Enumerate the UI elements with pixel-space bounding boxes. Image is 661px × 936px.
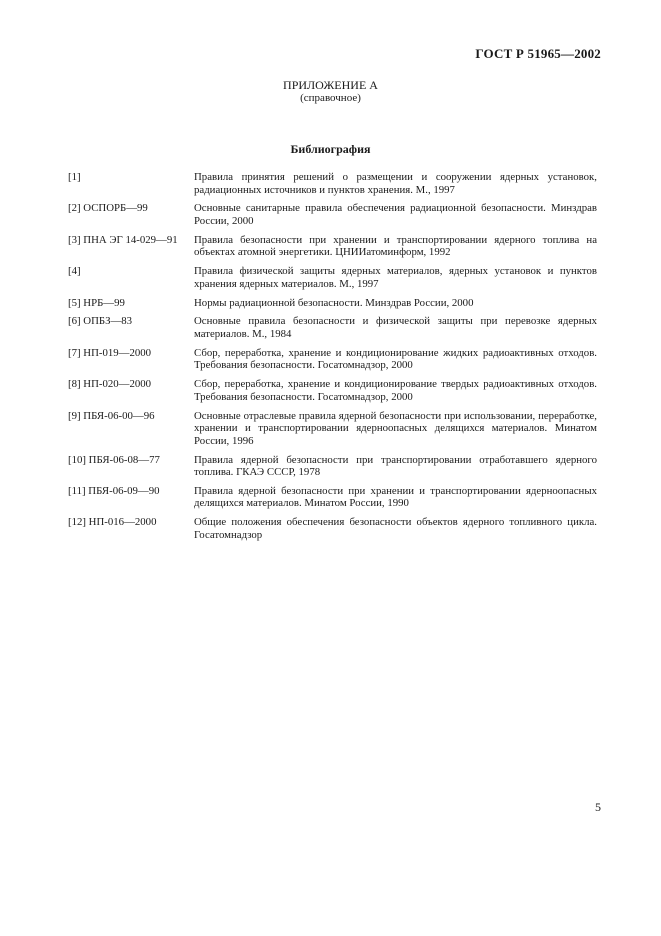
entry-reference: [12] НП-016—2000 <box>68 516 157 529</box>
entry-reference: [4] <box>68 265 81 278</box>
bibliography-entry <box>68 378 597 403</box>
entry-text: Правила принятия решений о размещении и сооружении ядерных установок, радиационных источников и пунктов хранения. М., 1997 <box>194 171 597 196</box>
bibliography-entry <box>68 347 597 372</box>
bibliography-entry <box>68 234 597 259</box>
bibliography-entry <box>68 516 597 541</box>
entry-text: Правила ядерной безопасности при хранении и транспортировании ядерноопасных делящихся материалов. Минатом России, 1990 <box>194 484 597 510</box>
entry-text: Правила ядерной безопасности при транспортировании отработавшего ядерного топлива. ГКАЭ СССР, 1978 <box>194 453 597 479</box>
entry-reference: [8] НП-020—2000 <box>68 378 152 391</box>
entry-reference: [11] ПБЯ-06-09—90 <box>68 484 160 497</box>
bibliography-title: Библиография <box>290 142 371 156</box>
bibliography-entry <box>68 202 597 227</box>
bibliography-entry <box>68 485 597 510</box>
entry-text: Сбор, переработка, хранение и кондиционирование жидких радиоактивных отходов. Требования безопасности. Госатомнадзор, 2000 <box>194 346 597 372</box>
entry-reference: [10] ПБЯ-06-08—77 <box>68 453 160 466</box>
entry-text: Нормы радиационной безопасности. Минздрав России, 2000 <box>194 296 474 309</box>
entry-reference: [1] <box>68 171 81 183</box>
entry-text: Сбор, переработка, хранение и кондиционирование твердых радиоактивных отходов. Требования безопасности. Госатомнадзор, 2000 <box>194 378 597 403</box>
entry-text: Основные правила безопасности и физической защиты при перевозке ядерных материалов. М., 1984 <box>194 315 597 340</box>
page-number: 5 <box>595 800 601 814</box>
entry-reference: [3] ПНА ЭГ 14-029—91 <box>68 233 178 246</box>
bibliography-entry <box>68 171 597 196</box>
appendix-subtitle: (справочное) <box>300 92 361 104</box>
entry-text: Правила безопасности при хранении и транспортировании ядерного топлива на объектах атомной энергетики. ЦНИИатоминформ, 1992 <box>194 233 597 259</box>
entry-reference: [2] ОСПОРБ—99 <box>68 202 148 215</box>
entry-text: Основные санитарные правила обеспечения радиационной безопасности. Минздрав России, 2000 <box>194 202 597 227</box>
entry-text: Основные отраслевые правила ядерной безопасности при использовании, переработке, хранении и транспортировании ядерноопасных делящихся материалов. Минатом России, 1996 <box>194 409 597 447</box>
entry-reference: [9] ПБЯ-06-00—96 <box>68 409 155 422</box>
bibliography-entry <box>68 454 597 479</box>
entry-reference: [5] НРБ—99 <box>68 296 125 309</box>
bibliography-entry <box>68 265 597 290</box>
document-header-standard: ГОСТ Р 51965—2002 <box>475 46 601 61</box>
entry-text: Общие положения обеспечения безопасности объектов ядерного топливного цикла. Госатомнадзор <box>194 516 597 541</box>
entry-reference: [7] НП-019—2000 <box>68 346 152 359</box>
entry-reference: [6] ОПБЗ—83 <box>68 315 133 328</box>
bibliography-entry <box>68 297 597 310</box>
bibliography-list <box>68 171 597 548</box>
entry-text: Правила физической защиты ядерных материалов, ядерных установок и пунктов хранения ядерных материалов. М., 1997 <box>194 265 597 290</box>
bibliography-entry <box>68 315 597 340</box>
appendix-title: ПРИЛОЖЕНИЕ А <box>283 78 378 92</box>
bibliography-entry <box>68 410 597 448</box>
